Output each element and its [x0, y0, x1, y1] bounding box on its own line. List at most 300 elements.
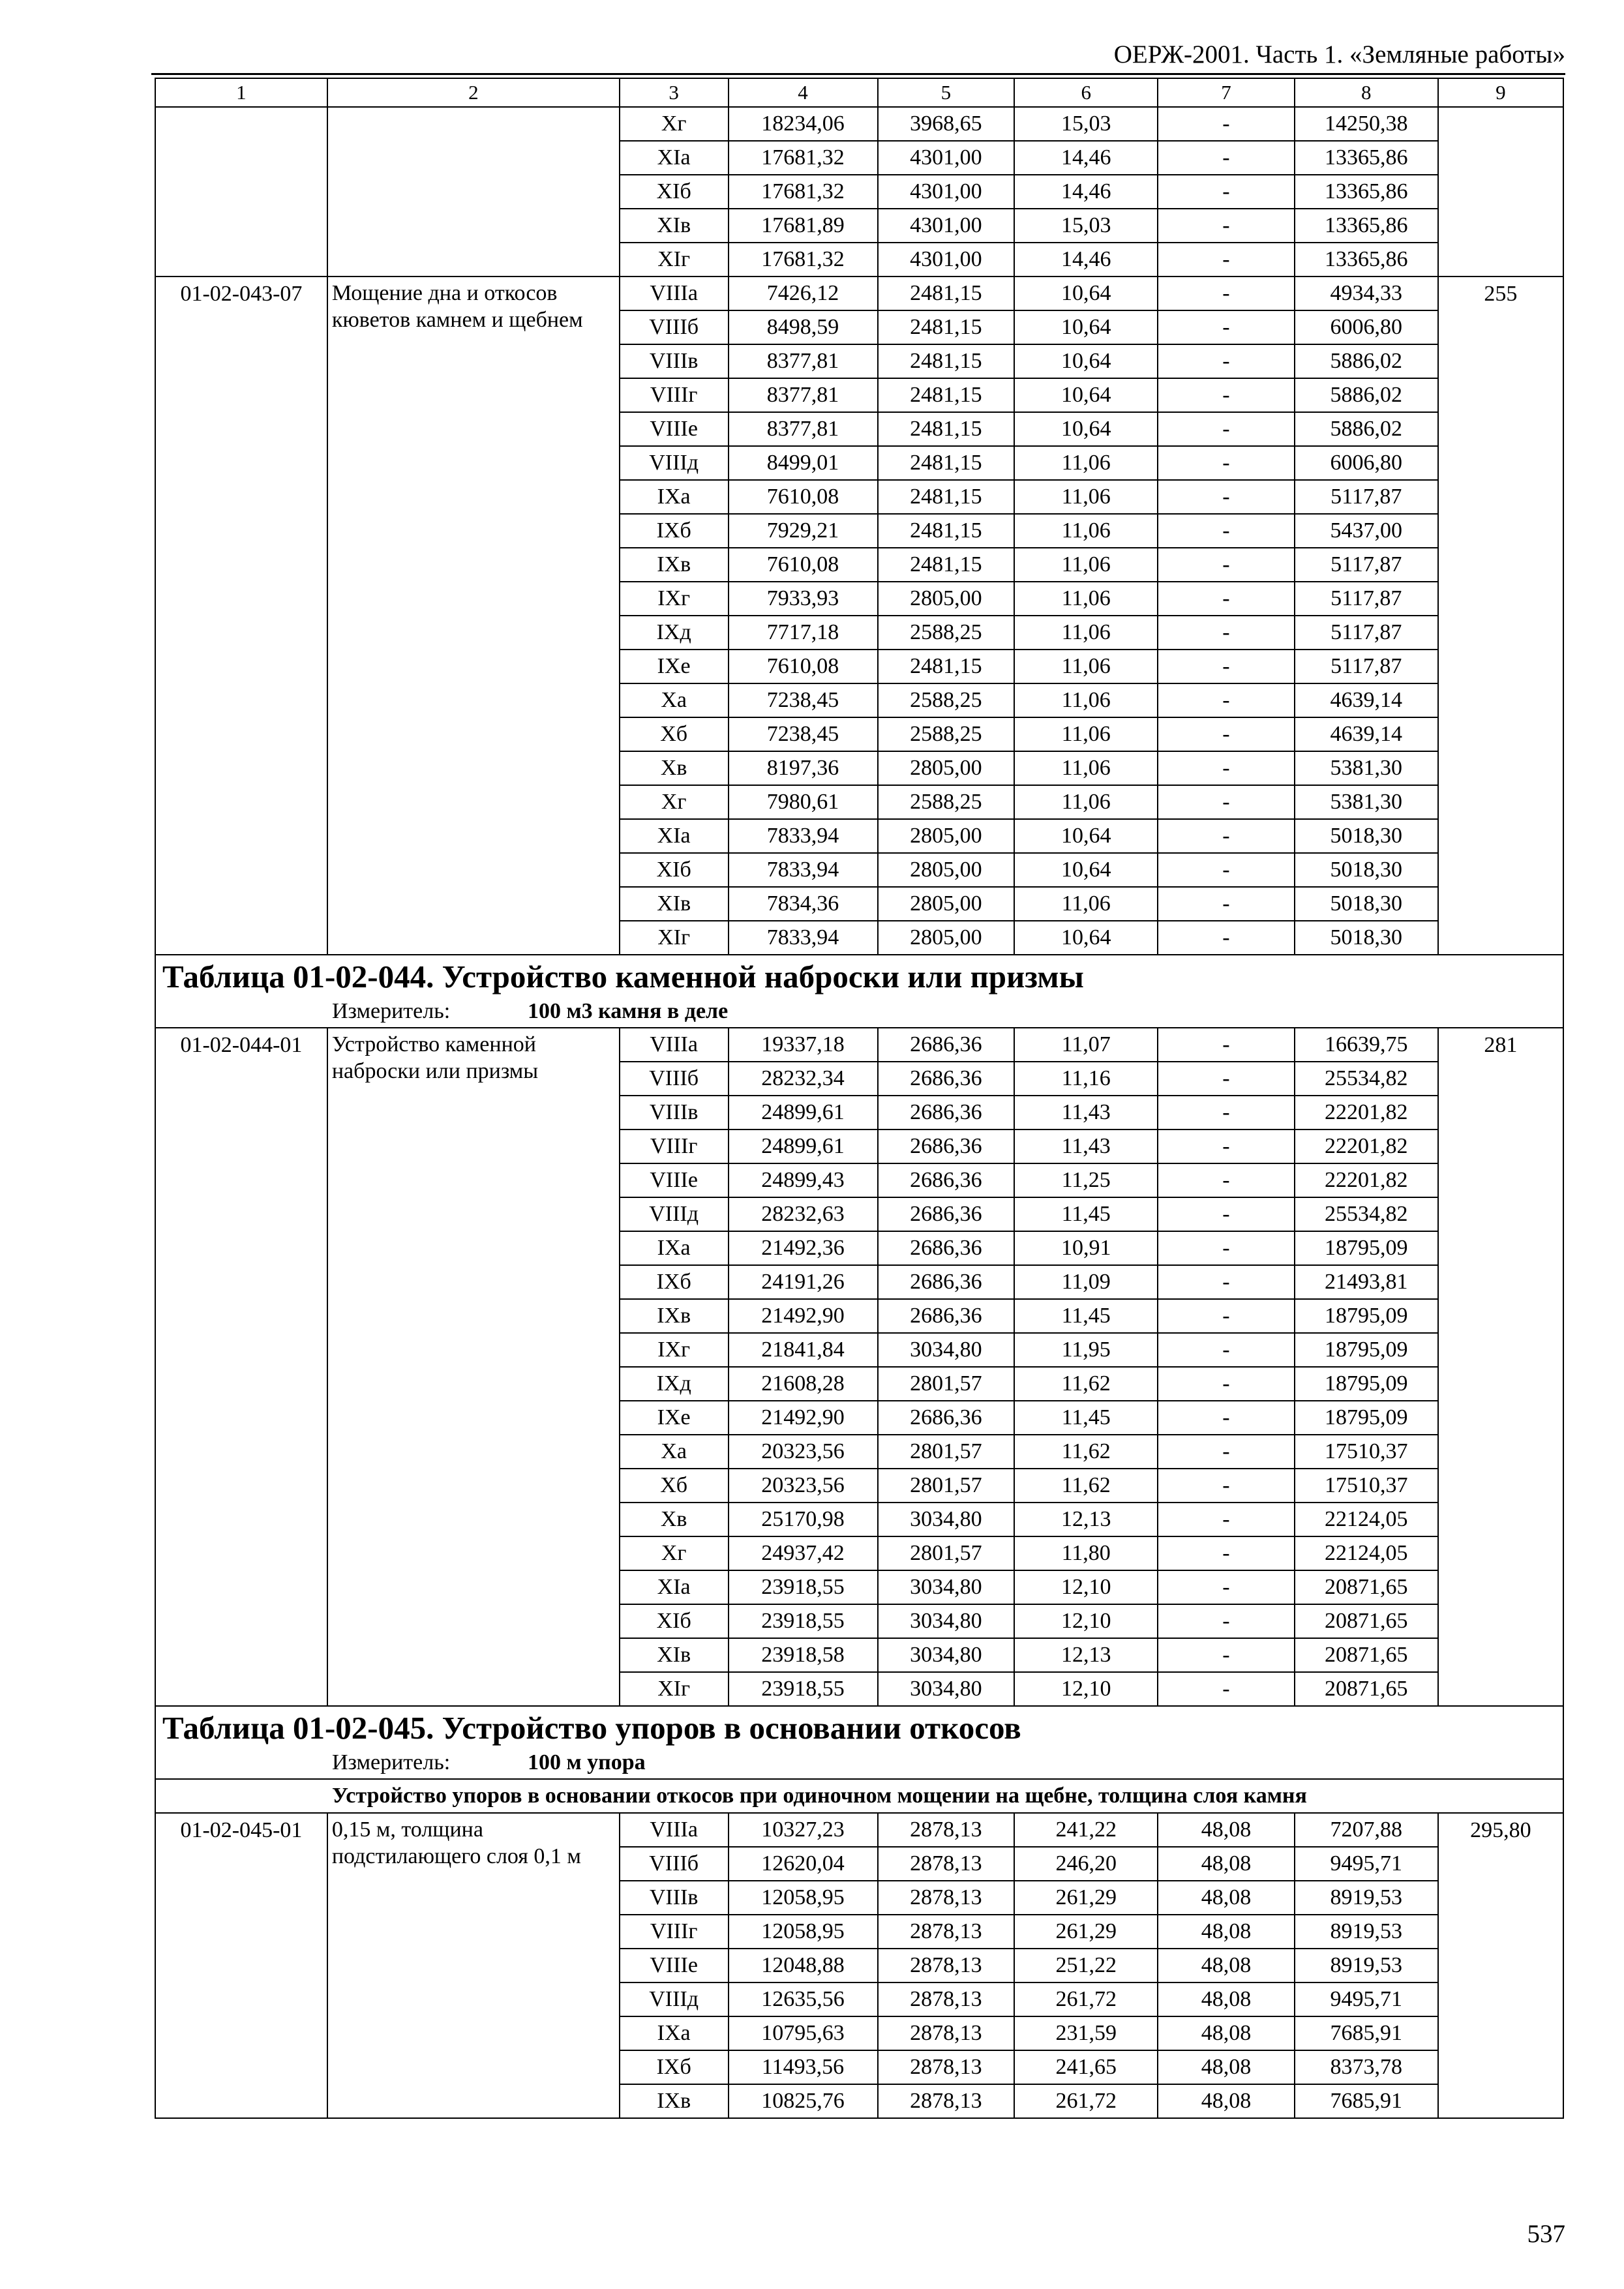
materials-cost-cell: 5117,87 — [1295, 582, 1438, 616]
labor-hours-cell: 281 — [1438, 1028, 1563, 1706]
driver-wage-cell: - — [1158, 616, 1295, 650]
driver-wage-cell: - — [1158, 1265, 1295, 1299]
total-cost-cell: 23918,55 — [729, 1570, 878, 1604]
driver-wage-cell: - — [1158, 412, 1295, 446]
total-cost-cell: 20323,56 — [729, 1469, 878, 1503]
materials-cost-cell: 5117,87 — [1295, 650, 1438, 683]
materials-cost-cell: 20871,65 — [1295, 1604, 1438, 1638]
machine-cost-cell: 12,10 — [1014, 1604, 1158, 1638]
driver-wage-cell: - — [1158, 141, 1295, 175]
machine-cost-cell: 11,06 — [1014, 514, 1158, 548]
total-cost-cell: 7238,45 — [729, 683, 878, 717]
materials-cost-cell: 17510,37 — [1295, 1435, 1438, 1469]
materials-cost-cell: 6006,80 — [1295, 310, 1438, 344]
driver-wage-cell: - — [1158, 683, 1295, 717]
driver-wage-cell: - — [1158, 1604, 1295, 1638]
zone-cell: VIIIд — [620, 446, 729, 480]
total-cost-cell: 20323,56 — [729, 1435, 878, 1469]
materials-cost-cell: 25534,82 — [1295, 1062, 1438, 1096]
driver-wage-cell: - — [1158, 548, 1295, 582]
materials-cost-cell: 5381,30 — [1295, 751, 1438, 785]
total-cost-cell: 7933,93 — [729, 582, 878, 616]
zone-cell: IXб — [620, 1265, 729, 1299]
unit-label: Измеритель: — [332, 1750, 451, 1774]
machine-cost-cell: 10,64 — [1014, 412, 1158, 446]
table-title: Таблица 01-02-045. Устройство упоров в основании откосов — [162, 1710, 1021, 1746]
materials-cost-cell: 22124,05 — [1295, 1503, 1438, 1536]
labor-cost-cell: 2481,15 — [878, 650, 1015, 683]
machine-cost-cell: 11,45 — [1014, 1401, 1158, 1435]
materials-cost-cell: 20871,65 — [1295, 1638, 1438, 1672]
zone-cell: IXе — [620, 650, 729, 683]
materials-cost-cell: 18795,09 — [1295, 1231, 1438, 1265]
materials-cost-cell: 7207,88 — [1295, 1813, 1438, 1847]
zone-cell: Xг — [620, 1536, 729, 1570]
machine-cost-cell: 11,07 — [1014, 1028, 1158, 1062]
materials-cost-cell: 4934,33 — [1295, 277, 1438, 310]
machine-cost-cell: 261,72 — [1014, 2084, 1158, 2118]
labor-cost-cell: 2686,36 — [878, 1028, 1015, 1062]
driver-wage-cell: 48,08 — [1158, 1881, 1295, 1915]
zone-cell: XIa — [620, 1570, 729, 1604]
materials-cost-cell: 8919,53 — [1295, 1881, 1438, 1915]
driver-wage-cell: - — [1158, 1435, 1295, 1469]
materials-cost-cell: 18795,09 — [1295, 1299, 1438, 1333]
zone-cell: Xг — [620, 785, 729, 819]
machine-cost-cell: 11,06 — [1014, 785, 1158, 819]
driver-wage-cell: - — [1158, 582, 1295, 616]
driver-wage-cell: - — [1158, 1672, 1295, 1706]
driver-wage-cell: - — [1158, 853, 1295, 887]
driver-wage-cell: - — [1158, 1028, 1295, 1062]
driver-wage-cell: - — [1158, 378, 1295, 412]
labor-cost-cell: 2805,00 — [878, 582, 1015, 616]
materials-cost-cell: 14250,38 — [1295, 107, 1438, 141]
labor-cost-cell: 2588,25 — [878, 616, 1015, 650]
driver-wage-cell: - — [1158, 1638, 1295, 1672]
work-description — [327, 107, 620, 277]
zone-cell: IXб — [620, 514, 729, 548]
zone-cell: XIг — [620, 921, 729, 955]
materials-cost-cell: 7685,91 — [1295, 2016, 1438, 2050]
labor-cost-cell: 2481,15 — [878, 378, 1015, 412]
machine-cost-cell: 11,45 — [1014, 1197, 1158, 1231]
machine-cost-cell: 241,22 — [1014, 1813, 1158, 1847]
machine-cost-cell: 10,91 — [1014, 1231, 1158, 1265]
machine-cost-cell: 10,64 — [1014, 310, 1158, 344]
driver-wage-cell: - — [1158, 1163, 1295, 1197]
table-title: Таблица 01-02-044. Устройство каменной наброски или призмы — [162, 959, 1084, 995]
zone-cell: Xг — [620, 107, 729, 141]
zone-cell: XIa — [620, 141, 729, 175]
machine-cost-cell: 11,06 — [1014, 616, 1158, 650]
machine-cost-cell: 12,13 — [1014, 1503, 1158, 1536]
total-cost-cell: 12620,04 — [729, 1847, 878, 1881]
work-description: 0,15 м, толщина подстилающего слоя 0,1 м — [327, 1813, 620, 2118]
machine-cost-cell: 12,10 — [1014, 1672, 1158, 1706]
labor-cost-cell: 2686,36 — [878, 1299, 1015, 1333]
driver-wage-cell: - — [1158, 751, 1295, 785]
machine-cost-cell: 15,03 — [1014, 107, 1158, 141]
driver-wage-cell: 48,08 — [1158, 1847, 1295, 1881]
zone-cell: XIв — [620, 1638, 729, 1672]
total-cost-cell: 21608,28 — [729, 1367, 878, 1401]
materials-cost-cell: 13365,86 — [1295, 141, 1438, 175]
machine-cost-cell: 11,25 — [1014, 1163, 1158, 1197]
labor-cost-cell: 2686,36 — [878, 1231, 1015, 1265]
materials-cost-cell: 20871,65 — [1295, 1570, 1438, 1604]
total-cost-cell: 23918,55 — [729, 1672, 878, 1706]
machine-cost-cell: 11,62 — [1014, 1435, 1158, 1469]
materials-cost-cell: 5018,30 — [1295, 921, 1438, 955]
machine-cost-cell: 11,06 — [1014, 582, 1158, 616]
labor-cost-cell: 2801,57 — [878, 1435, 1015, 1469]
zone-cell: VIIIa — [620, 1813, 729, 1847]
labor-hours-cell: 255 — [1438, 277, 1563, 955]
zone-cell: Xб — [620, 1469, 729, 1503]
machine-cost-cell: 11,06 — [1014, 480, 1158, 514]
machine-cost-cell: 241,65 — [1014, 2050, 1158, 2084]
zone-cell: IXб — [620, 2050, 729, 2084]
zone-cell: VIIIв — [620, 344, 729, 378]
total-cost-cell: 23918,58 — [729, 1638, 878, 1672]
driver-wage-cell: - — [1158, 785, 1295, 819]
total-cost-cell: 21492,36 — [729, 1231, 878, 1265]
machine-cost-cell: 10,64 — [1014, 378, 1158, 412]
table-heading-row — [155, 955, 1563, 1028]
zone-cell: VIIIе — [620, 1163, 729, 1197]
labor-cost-cell: 2805,00 — [878, 887, 1015, 921]
machine-cost-cell: 11,16 — [1014, 1062, 1158, 1096]
total-cost-cell: 7833,94 — [729, 853, 878, 887]
total-cost-cell: 7238,45 — [729, 717, 878, 751]
zone-cell: Xa — [620, 1435, 729, 1469]
zone-cell: XIг — [620, 1672, 729, 1706]
total-cost-cell: 7717,18 — [729, 616, 878, 650]
labor-cost-cell: 2481,15 — [878, 344, 1015, 378]
machine-cost-cell: 11,80 — [1014, 1536, 1158, 1570]
total-cost-cell: 10327,23 — [729, 1813, 878, 1847]
zone-cell: XIв — [620, 887, 729, 921]
labor-hours-cell — [1438, 107, 1563, 277]
zone-cell: VIIIв — [620, 1881, 729, 1915]
norm-code: 01-02-045-01 — [155, 1813, 327, 2118]
driver-wage-cell: - — [1158, 1469, 1295, 1503]
machine-cost-cell: 10,64 — [1014, 853, 1158, 887]
materials-cost-cell: 5018,30 — [1295, 887, 1438, 921]
total-cost-cell: 8377,81 — [729, 344, 878, 378]
materials-cost-cell: 8919,53 — [1295, 1915, 1438, 1949]
materials-cost-cell: 5117,87 — [1295, 616, 1438, 650]
driver-wage-cell: - — [1158, 819, 1295, 853]
materials-cost-cell: 5886,02 — [1295, 378, 1438, 412]
zone-cell: IXв — [620, 548, 729, 582]
materials-cost-cell: 5018,30 — [1295, 853, 1438, 887]
machine-cost-cell: 14,46 — [1014, 243, 1158, 277]
driver-wage-cell: - — [1158, 310, 1295, 344]
unit-value: 100 м3 камня в деле — [528, 999, 729, 1023]
driver-wage-cell: - — [1158, 175, 1295, 209]
labor-cost-cell: 3034,80 — [878, 1638, 1015, 1672]
materials-cost-cell: 21493,81 — [1295, 1265, 1438, 1299]
total-cost-cell: 7833,94 — [729, 921, 878, 955]
materials-cost-cell: 17510,37 — [1295, 1469, 1438, 1503]
work-description: Мощение дна и откосов кюветов камнем и щебнем — [327, 277, 620, 955]
total-cost-cell: 28232,34 — [729, 1062, 878, 1096]
labor-cost-cell: 2481,15 — [878, 514, 1015, 548]
machine-cost-cell: 10,64 — [1014, 277, 1158, 310]
labor-cost-cell: 2686,36 — [878, 1096, 1015, 1130]
total-cost-cell: 17681,32 — [729, 175, 878, 209]
labor-cost-cell: 2878,13 — [878, 2016, 1015, 2050]
materials-cost-cell: 22201,82 — [1295, 1163, 1438, 1197]
materials-cost-cell: 13365,86 — [1295, 175, 1438, 209]
column-number: 1 — [155, 78, 327, 107]
labor-cost-cell: 2878,13 — [878, 1813, 1015, 1847]
labor-cost-cell: 2481,15 — [878, 548, 1015, 582]
column-number: 6 — [1014, 78, 1158, 107]
driver-wage-cell: - — [1158, 921, 1295, 955]
driver-wage-cell: - — [1158, 650, 1295, 683]
subtitle-row — [155, 1779, 1563, 1813]
zone-cell: Xв — [620, 751, 729, 785]
unit-line — [156, 1748, 1563, 1778]
machine-cost-cell: 246,20 — [1014, 1847, 1158, 1881]
header-rule — [151, 73, 1565, 75]
total-cost-cell: 7426,12 — [729, 277, 878, 310]
zone-cell: IXв — [620, 2084, 729, 2118]
driver-wage-cell: 48,08 — [1158, 1915, 1295, 1949]
driver-wage-cell: - — [1158, 1096, 1295, 1130]
total-cost-cell: 12048,88 — [729, 1949, 878, 1982]
unit-value: 100 м упора — [528, 1750, 646, 1774]
labor-cost-cell: 3034,80 — [878, 1570, 1015, 1604]
zone-cell: IXв — [620, 1299, 729, 1333]
table-subtitle: Устройство упоров в основании откосов при одиночном мощении на щебне, толщина слоя камня — [155, 1779, 1563, 1813]
driver-wage-cell: - — [1158, 1197, 1295, 1231]
total-cost-cell: 17681,32 — [729, 141, 878, 175]
price-table — [155, 78, 1564, 2119]
total-cost-cell: 28232,63 — [729, 1197, 878, 1231]
total-cost-cell: 7610,08 — [729, 480, 878, 514]
driver-wage-cell: 48,08 — [1158, 1982, 1295, 2016]
labor-cost-cell: 4301,00 — [878, 175, 1015, 209]
zone-cell: IXa — [620, 2016, 729, 2050]
total-cost-cell: 10795,63 — [729, 2016, 878, 2050]
labor-cost-cell: 3034,80 — [878, 1333, 1015, 1367]
total-cost-cell: 7834,36 — [729, 887, 878, 921]
zone-cell: Xб — [620, 717, 729, 751]
zone-cell: XIб — [620, 853, 729, 887]
total-cost-cell: 8377,81 — [729, 378, 878, 412]
zone-cell: XIв — [620, 209, 729, 243]
materials-cost-cell: 4639,14 — [1295, 683, 1438, 717]
machine-cost-cell: 15,03 — [1014, 209, 1158, 243]
driver-wage-cell: - — [1158, 107, 1295, 141]
labor-cost-cell: 2481,15 — [878, 446, 1015, 480]
labor-cost-cell: 2878,13 — [878, 1949, 1015, 1982]
driver-wage-cell: - — [1158, 1231, 1295, 1265]
labor-cost-cell: 2805,00 — [878, 819, 1015, 853]
labor-cost-cell: 2481,15 — [878, 277, 1015, 310]
materials-cost-cell: 25534,82 — [1295, 1197, 1438, 1231]
materials-cost-cell: 8919,53 — [1295, 1949, 1438, 1982]
labor-cost-cell: 2686,36 — [878, 1163, 1015, 1197]
labor-cost-cell: 2686,36 — [878, 1401, 1015, 1435]
unit-line — [156, 997, 1563, 1027]
total-cost-cell: 7610,08 — [729, 548, 878, 582]
total-cost-cell: 17681,89 — [729, 209, 878, 243]
zone-cell: IXд — [620, 1367, 729, 1401]
zone-cell: IXг — [620, 1333, 729, 1367]
labor-cost-cell: 2878,13 — [878, 1881, 1015, 1915]
total-cost-cell: 8498,59 — [729, 310, 878, 344]
driver-wage-cell: - — [1158, 1367, 1295, 1401]
driver-wage-cell: - — [1158, 209, 1295, 243]
labor-cost-cell: 2481,15 — [878, 412, 1015, 446]
zone-cell: VIIIб — [620, 1847, 729, 1881]
labor-cost-cell: 2588,25 — [878, 785, 1015, 819]
table-row — [155, 277, 1563, 310]
zone-cell: IXa — [620, 480, 729, 514]
table-row — [155, 1813, 1563, 1847]
materials-cost-cell: 9495,71 — [1295, 1982, 1438, 2016]
driver-wage-cell: 48,08 — [1158, 2050, 1295, 2084]
materials-cost-cell: 6006,80 — [1295, 446, 1438, 480]
total-cost-cell: 12635,56 — [729, 1982, 878, 2016]
labor-cost-cell: 2481,15 — [878, 310, 1015, 344]
table-row — [155, 1028, 1563, 1062]
labor-cost-cell: 2801,57 — [878, 1469, 1015, 1503]
driver-wage-cell: - — [1158, 717, 1295, 751]
total-cost-cell: 7980,61 — [729, 785, 878, 819]
driver-wage-cell: 48,08 — [1158, 1949, 1295, 1982]
driver-wage-cell: - — [1158, 480, 1295, 514]
labor-cost-cell: 2878,13 — [878, 1915, 1015, 1949]
norm-code: 01-02-043-07 — [155, 277, 327, 955]
labor-cost-cell: 2878,13 — [878, 2050, 1015, 2084]
zone-cell: VIIIг — [620, 1130, 729, 1163]
table-heading-row — [155, 1706, 1563, 1779]
materials-cost-cell: 20871,65 — [1295, 1672, 1438, 1706]
materials-cost-cell: 5886,02 — [1295, 412, 1438, 446]
materials-cost-cell: 22201,82 — [1295, 1096, 1438, 1130]
total-cost-cell: 24937,42 — [729, 1536, 878, 1570]
norm-code: 01-02-044-01 — [155, 1028, 327, 1706]
zone-cell: VIIIг — [620, 378, 729, 412]
zone-cell: IXе — [620, 1401, 729, 1435]
zone-cell: IXд — [620, 616, 729, 650]
table-row — [155, 107, 1563, 141]
driver-wage-cell: - — [1158, 1130, 1295, 1163]
driver-wage-cell: - — [1158, 1536, 1295, 1570]
materials-cost-cell: 18795,09 — [1295, 1367, 1438, 1401]
driver-wage-cell: - — [1158, 1570, 1295, 1604]
machine-cost-cell: 10,64 — [1014, 921, 1158, 955]
labor-cost-cell: 2686,36 — [878, 1265, 1015, 1299]
total-cost-cell: 21492,90 — [729, 1401, 878, 1435]
page-number: 537 — [1527, 2220, 1565, 2248]
work-description: Устройство каменной наброски или призмы — [327, 1028, 620, 1706]
total-cost-cell: 8499,01 — [729, 446, 878, 480]
labor-cost-cell: 2686,36 — [878, 1130, 1015, 1163]
driver-wage-cell: - — [1158, 887, 1295, 921]
total-cost-cell: 21492,90 — [729, 1299, 878, 1333]
column-number: 9 — [1438, 78, 1563, 107]
total-cost-cell: 24191,26 — [729, 1265, 878, 1299]
total-cost-cell: 25170,98 — [729, 1503, 878, 1536]
machine-cost-cell: 12,10 — [1014, 1570, 1158, 1604]
zone-cell: VIIIa — [620, 1028, 729, 1062]
materials-cost-cell: 22201,82 — [1295, 1130, 1438, 1163]
zone-cell: XIa — [620, 819, 729, 853]
labor-cost-cell: 4301,00 — [878, 243, 1015, 277]
machine-cost-cell: 11,06 — [1014, 548, 1158, 582]
materials-cost-cell: 7685,91 — [1295, 2084, 1438, 2118]
total-cost-cell: 18234,06 — [729, 107, 878, 141]
total-cost-cell: 24899,61 — [729, 1096, 878, 1130]
labor-cost-cell: 2686,36 — [878, 1062, 1015, 1096]
labor-cost-cell: 4301,00 — [878, 209, 1015, 243]
unit-label: Измеритель: — [332, 999, 451, 1023]
total-cost-cell: 7610,08 — [729, 650, 878, 683]
driver-wage-cell: - — [1158, 1503, 1295, 1536]
machine-cost-cell: 261,29 — [1014, 1881, 1158, 1915]
driver-wage-cell: - — [1158, 277, 1295, 310]
machine-cost-cell: 12,13 — [1014, 1638, 1158, 1672]
driver-wage-cell: - — [1158, 1299, 1295, 1333]
materials-cost-cell: 22124,05 — [1295, 1536, 1438, 1570]
labor-cost-cell: 2801,57 — [878, 1367, 1015, 1401]
driver-wage-cell: - — [1158, 243, 1295, 277]
driver-wage-cell: - — [1158, 446, 1295, 480]
total-cost-cell: 24899,61 — [729, 1130, 878, 1163]
machine-cost-cell: 11,06 — [1014, 887, 1158, 921]
machine-cost-cell: 11,43 — [1014, 1130, 1158, 1163]
column-number-row — [155, 78, 1563, 107]
machine-cost-cell: 11,62 — [1014, 1367, 1158, 1401]
machine-cost-cell: 11,62 — [1014, 1469, 1158, 1503]
column-number: 4 — [729, 78, 878, 107]
total-cost-cell: 8197,36 — [729, 751, 878, 785]
total-cost-cell: 10825,76 — [729, 2084, 878, 2118]
materials-cost-cell: 5886,02 — [1295, 344, 1438, 378]
labor-cost-cell: 2878,13 — [878, 1847, 1015, 1881]
zone-cell: XIб — [620, 1604, 729, 1638]
zone-cell: IXa — [620, 1231, 729, 1265]
labor-cost-cell: 2588,25 — [878, 683, 1015, 717]
total-cost-cell: 12058,95 — [729, 1915, 878, 1949]
machine-cost-cell: 11,43 — [1014, 1096, 1158, 1130]
machine-cost-cell: 11,06 — [1014, 751, 1158, 785]
machine-cost-cell: 11,06 — [1014, 446, 1158, 480]
driver-wage-cell: - — [1158, 1333, 1295, 1367]
materials-cost-cell: 8373,78 — [1295, 2050, 1438, 2084]
labor-cost-cell: 2805,00 — [878, 853, 1015, 887]
column-number: 5 — [878, 78, 1015, 107]
zone-cell: XIб — [620, 175, 729, 209]
total-cost-cell: 17681,32 — [729, 243, 878, 277]
labor-cost-cell: 2686,36 — [878, 1197, 1015, 1231]
column-number: 3 — [620, 78, 729, 107]
zone-cell: XIг — [620, 243, 729, 277]
labor-cost-cell: 2805,00 — [878, 751, 1015, 785]
zone-cell: VIIIб — [620, 310, 729, 344]
labor-cost-cell: 2481,15 — [878, 480, 1015, 514]
labor-cost-cell: 3034,80 — [878, 1672, 1015, 1706]
zone-cell: VIIIa — [620, 277, 729, 310]
materials-cost-cell: 5018,30 — [1295, 819, 1438, 853]
